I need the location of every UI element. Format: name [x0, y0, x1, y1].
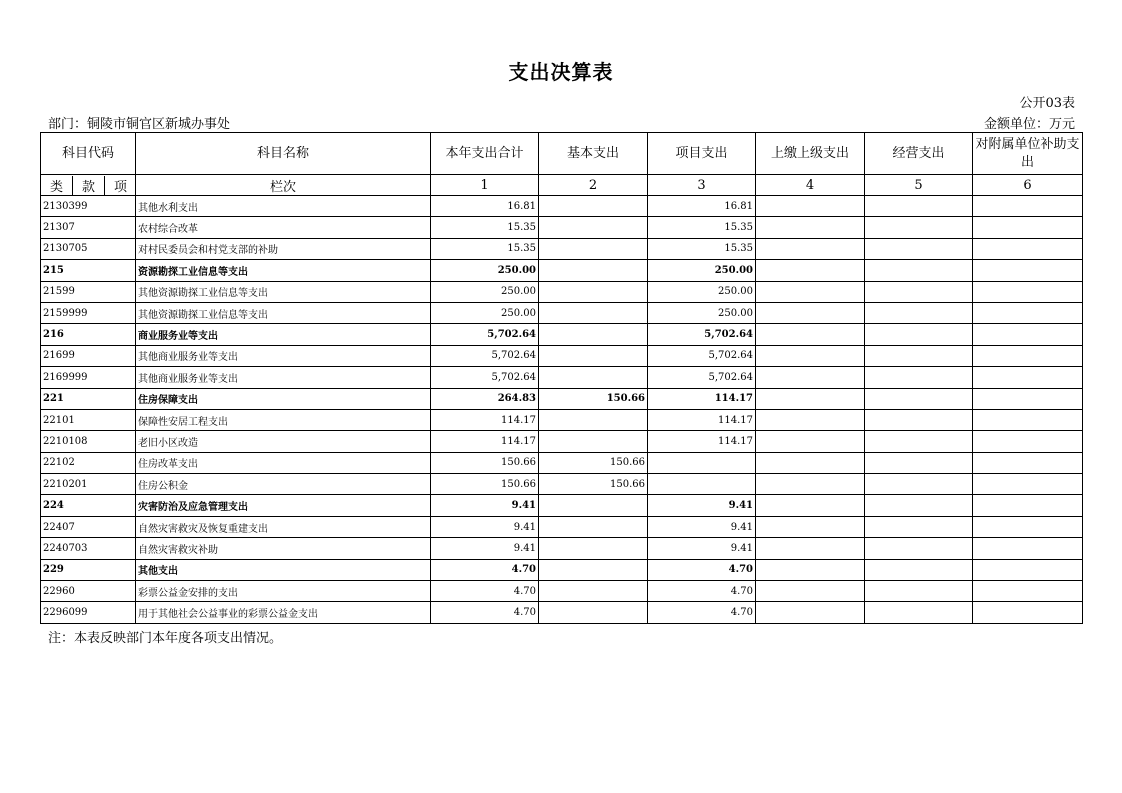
table-row [41, 474, 1083, 495]
subsidiary-subsidy-cell [973, 260, 1083, 281]
account-code-cell: 221 [41, 388, 136, 409]
header-project: 项目支出 [648, 133, 756, 175]
total-expenditure-cell: 150.66 [431, 452, 539, 473]
project-expenditure-cell: 9.41 [648, 538, 756, 559]
basic-expenditure-cell [539, 196, 648, 217]
business-expenditure-cell [865, 281, 973, 302]
project-expenditure-cell: 250.00 [648, 260, 756, 281]
basic-expenditure-cell [539, 431, 648, 452]
basic-expenditure-cell [539, 538, 648, 559]
project-expenditure-cell: 16.81 [648, 196, 756, 217]
account-code-cell: 229 [41, 559, 136, 580]
project-expenditure-cell: 9.41 [648, 516, 756, 537]
account-name-cell: 资源勘探工业信息等支出 [136, 260, 431, 281]
subsidiary-subsidy-cell [973, 559, 1083, 580]
table-row [41, 581, 1083, 602]
account-name-cell: 其他资源勘探工业信息等支出 [136, 302, 431, 323]
subsidiary-subsidy-cell [973, 495, 1083, 516]
total-expenditure-cell: 5,702.64 [431, 367, 539, 388]
header-upper: 上缴上级支出 [756, 133, 865, 175]
project-expenditure-cell: 9.41 [648, 495, 756, 516]
upper-level-payment-cell [756, 559, 865, 580]
total-expenditure-cell: 250.00 [431, 281, 539, 302]
account-code-cell: 22101 [41, 409, 136, 430]
project-expenditure-cell: 5,702.64 [648, 367, 756, 388]
account-name-cell: 其他商业服务业等支出 [136, 367, 431, 388]
total-expenditure-cell: 9.41 [431, 516, 539, 537]
upper-level-payment-cell [756, 281, 865, 302]
upper-level-payment-cell [756, 217, 865, 238]
business-expenditure-cell [865, 538, 973, 559]
account-name-cell: 住房保障支出 [136, 388, 431, 409]
upper-level-payment-cell [756, 345, 865, 366]
total-expenditure-cell: 4.70 [431, 581, 539, 602]
subsidiary-subsidy-cell [973, 581, 1083, 602]
header-row [41, 133, 1083, 175]
subsidiary-subsidy-cell [973, 516, 1083, 537]
business-expenditure-cell [865, 302, 973, 323]
upper-level-payment-cell [756, 431, 865, 452]
account-code-cell: 2210201 [41, 474, 136, 495]
account-code-cell: 2130399 [41, 196, 136, 217]
table-body [41, 196, 1083, 624]
account-name-cell: 住房公积金 [136, 474, 431, 495]
business-expenditure-cell [865, 495, 973, 516]
basic-expenditure-cell [539, 409, 648, 430]
sub-header-c5: 5 [865, 175, 973, 196]
basic-expenditure-cell [539, 281, 648, 302]
table-row [41, 302, 1083, 323]
upper-level-payment-cell [756, 581, 865, 602]
table-row [41, 431, 1083, 452]
basic-expenditure-cell [539, 559, 648, 580]
business-expenditure-cell [865, 409, 973, 430]
code-level-header [41, 175, 136, 196]
subsidiary-subsidy-cell [973, 196, 1083, 217]
table-row [41, 324, 1083, 345]
sub-header-c3: 3 [648, 175, 756, 196]
project-expenditure-cell [648, 452, 756, 473]
total-expenditure-cell: 150.66 [431, 474, 539, 495]
basic-expenditure-cell [539, 260, 648, 281]
business-expenditure-cell [865, 238, 973, 259]
header-code: 科目代码 [41, 133, 136, 175]
project-expenditure-cell: 4.70 [648, 559, 756, 580]
account-name-cell: 保障性安居工程支出 [136, 409, 431, 430]
account-name-cell: 其他资源勘探工业信息等支出 [136, 281, 431, 302]
basic-expenditure-cell [539, 516, 648, 537]
basic-expenditure-cell: 150.66 [539, 388, 648, 409]
upper-level-payment-cell [756, 238, 865, 259]
sub-header-c2: 2 [539, 175, 648, 196]
table-row [41, 409, 1083, 430]
total-expenditure-cell: 4.70 [431, 602, 539, 623]
header-name: 科目名称 [136, 133, 431, 175]
basic-expenditure-cell: 150.66 [539, 474, 648, 495]
basic-expenditure-cell [539, 367, 648, 388]
project-expenditure-cell: 5,702.64 [648, 345, 756, 366]
account-code-cell: 22102 [41, 452, 136, 473]
total-expenditure-cell: 9.41 [431, 495, 539, 516]
footnote: 注：本表反映部门本年度各项支出情况。 [48, 631, 283, 646]
table-row [41, 345, 1083, 366]
business-expenditure-cell [865, 260, 973, 281]
table-row [41, 281, 1083, 302]
subsidiary-subsidy-cell [973, 431, 1083, 452]
business-expenditure-cell [865, 324, 973, 345]
sub-header-xiang: 项 [113, 179, 127, 195]
account-name-cell: 彩票公益金安排的支出 [136, 581, 431, 602]
account-name-cell: 住房改革支出 [136, 452, 431, 473]
business-expenditure-cell [865, 559, 973, 580]
header-total: 本年支出合计 [431, 133, 539, 175]
sub-header-lei: 类 [49, 179, 63, 195]
project-expenditure-cell: 114.17 [648, 388, 756, 409]
upper-level-payment-cell [756, 388, 865, 409]
account-name-cell: 对村民委员会和村党支部的补助 [136, 238, 431, 259]
account-name-cell: 自然灾害救灾及恢复重建支出 [136, 516, 431, 537]
subsidiary-subsidy-cell [973, 409, 1083, 430]
account-code-cell: 21599 [41, 281, 136, 302]
total-expenditure-cell: 114.17 [431, 431, 539, 452]
upper-level-payment-cell [756, 324, 865, 345]
total-expenditure-cell: 264.83 [431, 388, 539, 409]
subsidiary-subsidy-cell [973, 302, 1083, 323]
upper-level-payment-cell [756, 196, 865, 217]
table-row [41, 559, 1083, 580]
total-expenditure-cell: 15.35 [431, 217, 539, 238]
upper-level-payment-cell [756, 260, 865, 281]
business-expenditure-cell [865, 217, 973, 238]
account-code-cell: 224 [41, 495, 136, 516]
account-code-cell: 2240703 [41, 538, 136, 559]
subsidiary-subsidy-cell [973, 388, 1083, 409]
subsidiary-subsidy-cell [973, 602, 1083, 623]
project-expenditure-cell: 250.00 [648, 281, 756, 302]
total-expenditure-cell: 16.81 [431, 196, 539, 217]
table-row [41, 260, 1083, 281]
expenditure-table [40, 132, 1083, 624]
sub-header-row [41, 175, 1083, 196]
subsidiary-subsidy-cell [973, 367, 1083, 388]
total-expenditure-cell: 5,702.64 [431, 345, 539, 366]
project-expenditure-cell: 15.35 [648, 238, 756, 259]
business-expenditure-cell [865, 602, 973, 623]
basic-expenditure-cell [539, 324, 648, 345]
upper-level-payment-cell [756, 516, 865, 537]
basic-expenditure-cell [539, 495, 648, 516]
department-label: 部门：铜陵市铜官区新城办事处 [48, 117, 231, 132]
total-expenditure-cell: 250.00 [431, 260, 539, 281]
business-expenditure-cell [865, 345, 973, 366]
subsidiary-subsidy-cell [973, 345, 1083, 366]
project-expenditure-cell: 15.35 [648, 217, 756, 238]
project-expenditure-cell: 250.00 [648, 302, 756, 323]
subsidiary-subsidy-cell [973, 324, 1083, 345]
basic-expenditure-cell [539, 345, 648, 366]
table-row [41, 602, 1083, 623]
account-code-cell: 2296099 [41, 602, 136, 623]
basic-expenditure-cell [539, 217, 648, 238]
total-expenditure-cell: 114.17 [431, 409, 539, 430]
table-row [41, 516, 1083, 537]
table-row [41, 388, 1083, 409]
basic-expenditure-cell [539, 581, 648, 602]
business-expenditure-cell [865, 581, 973, 602]
upper-level-payment-cell [756, 409, 865, 430]
header-business: 经营支出 [865, 133, 973, 175]
account-name-cell: 用于其他社会公益事业的彩票公益金支出 [136, 602, 431, 623]
total-expenditure-cell: 5,702.64 [431, 324, 539, 345]
upper-level-payment-cell [756, 452, 865, 473]
upper-level-payment-cell [756, 367, 865, 388]
account-code-cell: 216 [41, 324, 136, 345]
account-name-cell: 商业服务业等支出 [136, 324, 431, 345]
table-row [41, 452, 1083, 473]
table-row [41, 217, 1083, 238]
basic-expenditure-cell [539, 302, 648, 323]
project-expenditure-cell: 4.70 [648, 602, 756, 623]
project-expenditure-cell: 114.17 [648, 431, 756, 452]
business-expenditure-cell [865, 367, 973, 388]
sub-header-c4: 4 [756, 175, 865, 196]
account-code-cell: 215 [41, 260, 136, 281]
account-code-cell: 2130705 [41, 238, 136, 259]
project-expenditure-cell: 5,702.64 [648, 324, 756, 345]
business-expenditure-cell [865, 516, 973, 537]
form-number: 公开03表 [1019, 96, 1075, 111]
sub-header-c1: 1 [431, 175, 539, 196]
subsidiary-subsidy-cell [973, 217, 1083, 238]
account-name-cell: 其他支出 [136, 559, 431, 580]
basic-expenditure-cell: 150.66 [539, 452, 648, 473]
table-row [41, 538, 1083, 559]
header-basic: 基本支出 [539, 133, 648, 175]
account-code-cell: 2159999 [41, 302, 136, 323]
upper-level-payment-cell [756, 602, 865, 623]
sub-header-kuan: 款 [72, 176, 105, 195]
table-row [41, 238, 1083, 259]
business-expenditure-cell [865, 431, 973, 452]
account-code-cell: 2169999 [41, 367, 136, 388]
total-expenditure-cell: 15.35 [431, 238, 539, 259]
account-code-cell: 2210108 [41, 431, 136, 452]
total-expenditure-cell: 250.00 [431, 302, 539, 323]
amount-unit-label: 金额单位：万元 [983, 117, 1075, 132]
project-expenditure-cell: 4.70 [648, 581, 756, 602]
business-expenditure-cell [865, 474, 973, 495]
account-code-cell: 21699 [41, 345, 136, 366]
subsidiary-subsidy-cell [973, 281, 1083, 302]
page-title: 支出决算表 [508, 60, 614, 84]
subsidiary-subsidy-cell [973, 474, 1083, 495]
subsidiary-subsidy-cell [973, 538, 1083, 559]
account-code-cell: 22407 [41, 516, 136, 537]
account-code-cell: 22960 [41, 581, 136, 602]
upper-level-payment-cell [756, 538, 865, 559]
table-row [41, 367, 1083, 388]
upper-level-payment-cell [756, 495, 865, 516]
sub-header-lanci: 栏次 [136, 175, 431, 196]
header-subsidy: 对附属单位补助支出 [973, 133, 1083, 175]
subsidiary-subsidy-cell [973, 452, 1083, 473]
sub-header-c6: 6 [973, 175, 1083, 196]
basic-expenditure-cell [539, 602, 648, 623]
basic-expenditure-cell [539, 238, 648, 259]
project-expenditure-cell: 114.17 [648, 409, 756, 430]
account-name-cell: 自然灾害救灾补助 [136, 538, 431, 559]
project-expenditure-cell [648, 474, 756, 495]
business-expenditure-cell [865, 388, 973, 409]
upper-level-payment-cell [756, 474, 865, 495]
upper-level-payment-cell [756, 302, 865, 323]
subsidiary-subsidy-cell [973, 238, 1083, 259]
account-name-cell: 其他商业服务业等支出 [136, 345, 431, 366]
total-expenditure-cell: 4.70 [431, 559, 539, 580]
account-name-cell: 其他水利支出 [136, 196, 431, 217]
business-expenditure-cell [865, 452, 973, 473]
account-name-cell: 老旧小区改造 [136, 431, 431, 452]
table-row [41, 495, 1083, 516]
account-code-cell: 21307 [41, 217, 136, 238]
table-row [41, 196, 1083, 217]
account-name-cell: 灾害防治及应急管理支出 [136, 495, 431, 516]
total-expenditure-cell: 9.41 [431, 538, 539, 559]
account-name-cell: 农村综合改革 [136, 217, 431, 238]
business-expenditure-cell [865, 196, 973, 217]
